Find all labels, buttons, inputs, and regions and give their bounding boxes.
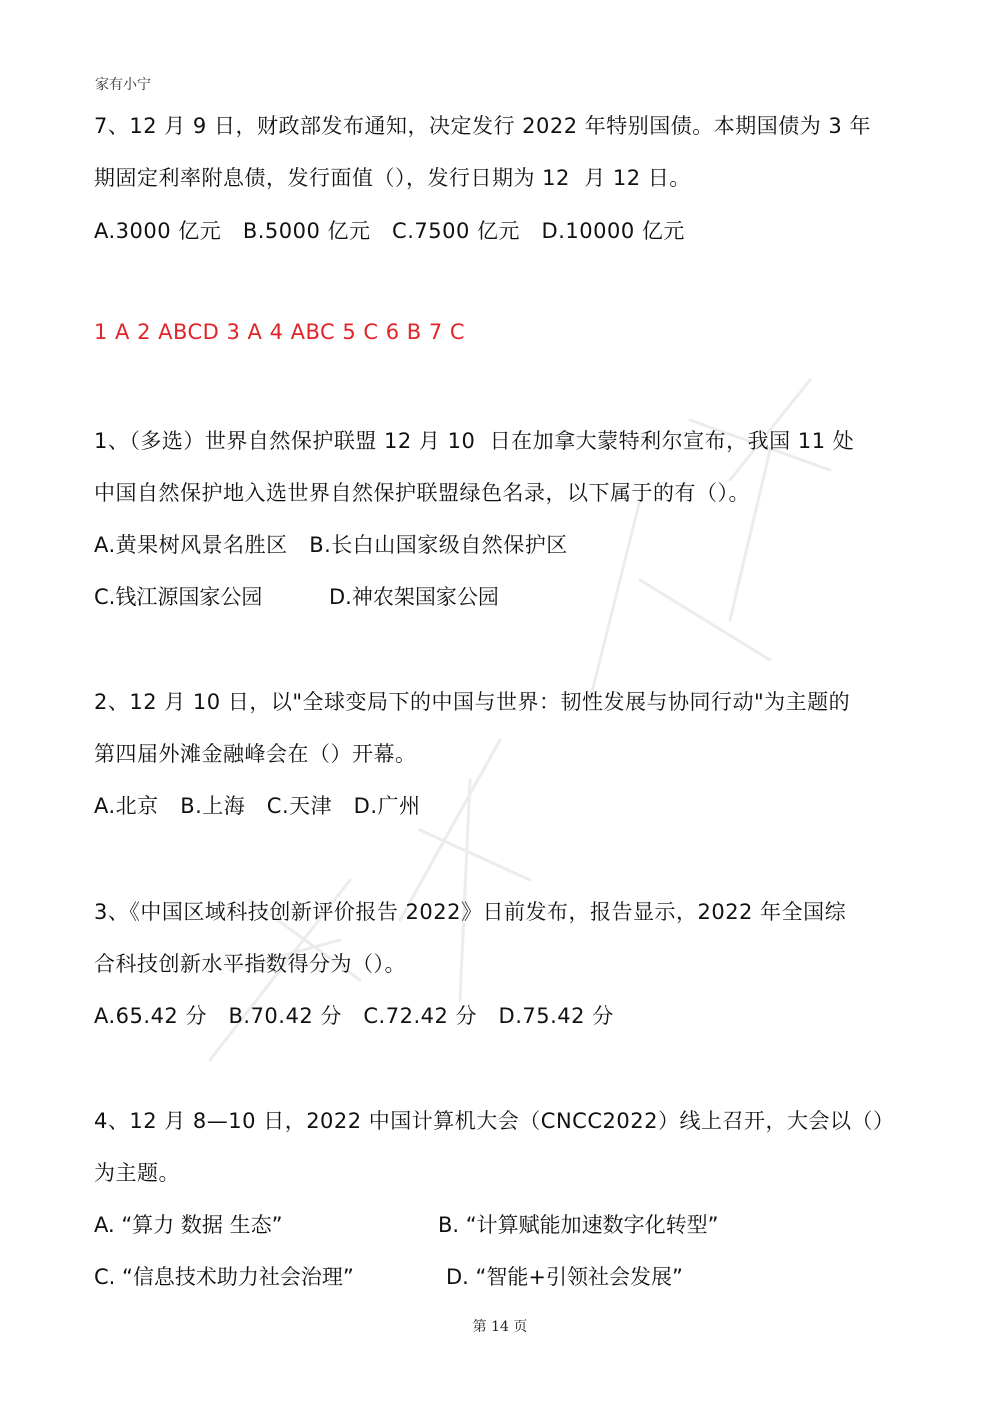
question-options: A.黄果树风景名胜区 B.长白山国家级自然保护区 — [94, 533, 568, 557]
question-options: A.3000 亿元 B.5000 亿元 C.7500 亿元 D.10000 亿元 — [94, 219, 685, 243]
question-text-line: 3、《中国区域科技创新评价报告 2022》日前发布，报告显示，2022 年全国综 — [94, 900, 847, 924]
question-options: A.65.42 分 B.70.42 分 C.72.42 分 D.75.42 分 — [94, 1004, 614, 1028]
question-text-line: 7、12 月 9 日，财政部发布通知，决定发行 2022 年特别国债。本期国债为 3 年 — [94, 114, 871, 138]
question-options: A.北京 B.上海 C.天津 D.广州 — [94, 794, 421, 818]
question-text-line: 1、（多选）世界自然保护联盟 12 月 10 日在加拿大蒙特利尔宣布，我国 11 处 — [94, 429, 855, 453]
option-b: B. “计算赋能加速数字化转型” — [438, 1213, 719, 1237]
question-text-line: 中国自然保护地入选世界自然保护联盟绿色名录，以下属于的有（）。 — [94, 481, 750, 505]
question-text-line: 合科技创新水平指数得分为（）。 — [94, 952, 406, 976]
question-text-line: 第四届外滩金融峰会在（）开幕。 — [94, 742, 417, 766]
question-text-line: 4、12 月 8—10 日，2022 中国计算机大会（CNCC2022）线上召开，大会以（） — [94, 1109, 895, 1133]
page-header: 家有小宁 — [95, 77, 151, 93]
option-c: C.钱江源国家公园 — [94, 585, 263, 609]
question-text-line: 期固定利率附息债，发行面值（），发行日期为 12 月 12 日。 — [94, 166, 691, 190]
question-text-line: 为主题。 — [94, 1161, 180, 1185]
option-c: C. “信息技术助力社会治理” — [94, 1265, 354, 1289]
page-number: 第 14 页 — [472, 1319, 528, 1335]
option-d: D.神农架国家公园 — [329, 585, 499, 609]
question-text-line: 2、12 月 10 日，以"全球变局下的中国与世界：韧性发展与协同行动"为主题的 — [94, 690, 851, 714]
answer-key: 1 A 2 ABCD 3 A 4 ABC 5 C 6 B 7 C — [94, 320, 466, 344]
option-d: D. “智能+引领社会发展” — [446, 1265, 683, 1289]
option-a: A. “算力 数据 生态” — [94, 1213, 283, 1237]
